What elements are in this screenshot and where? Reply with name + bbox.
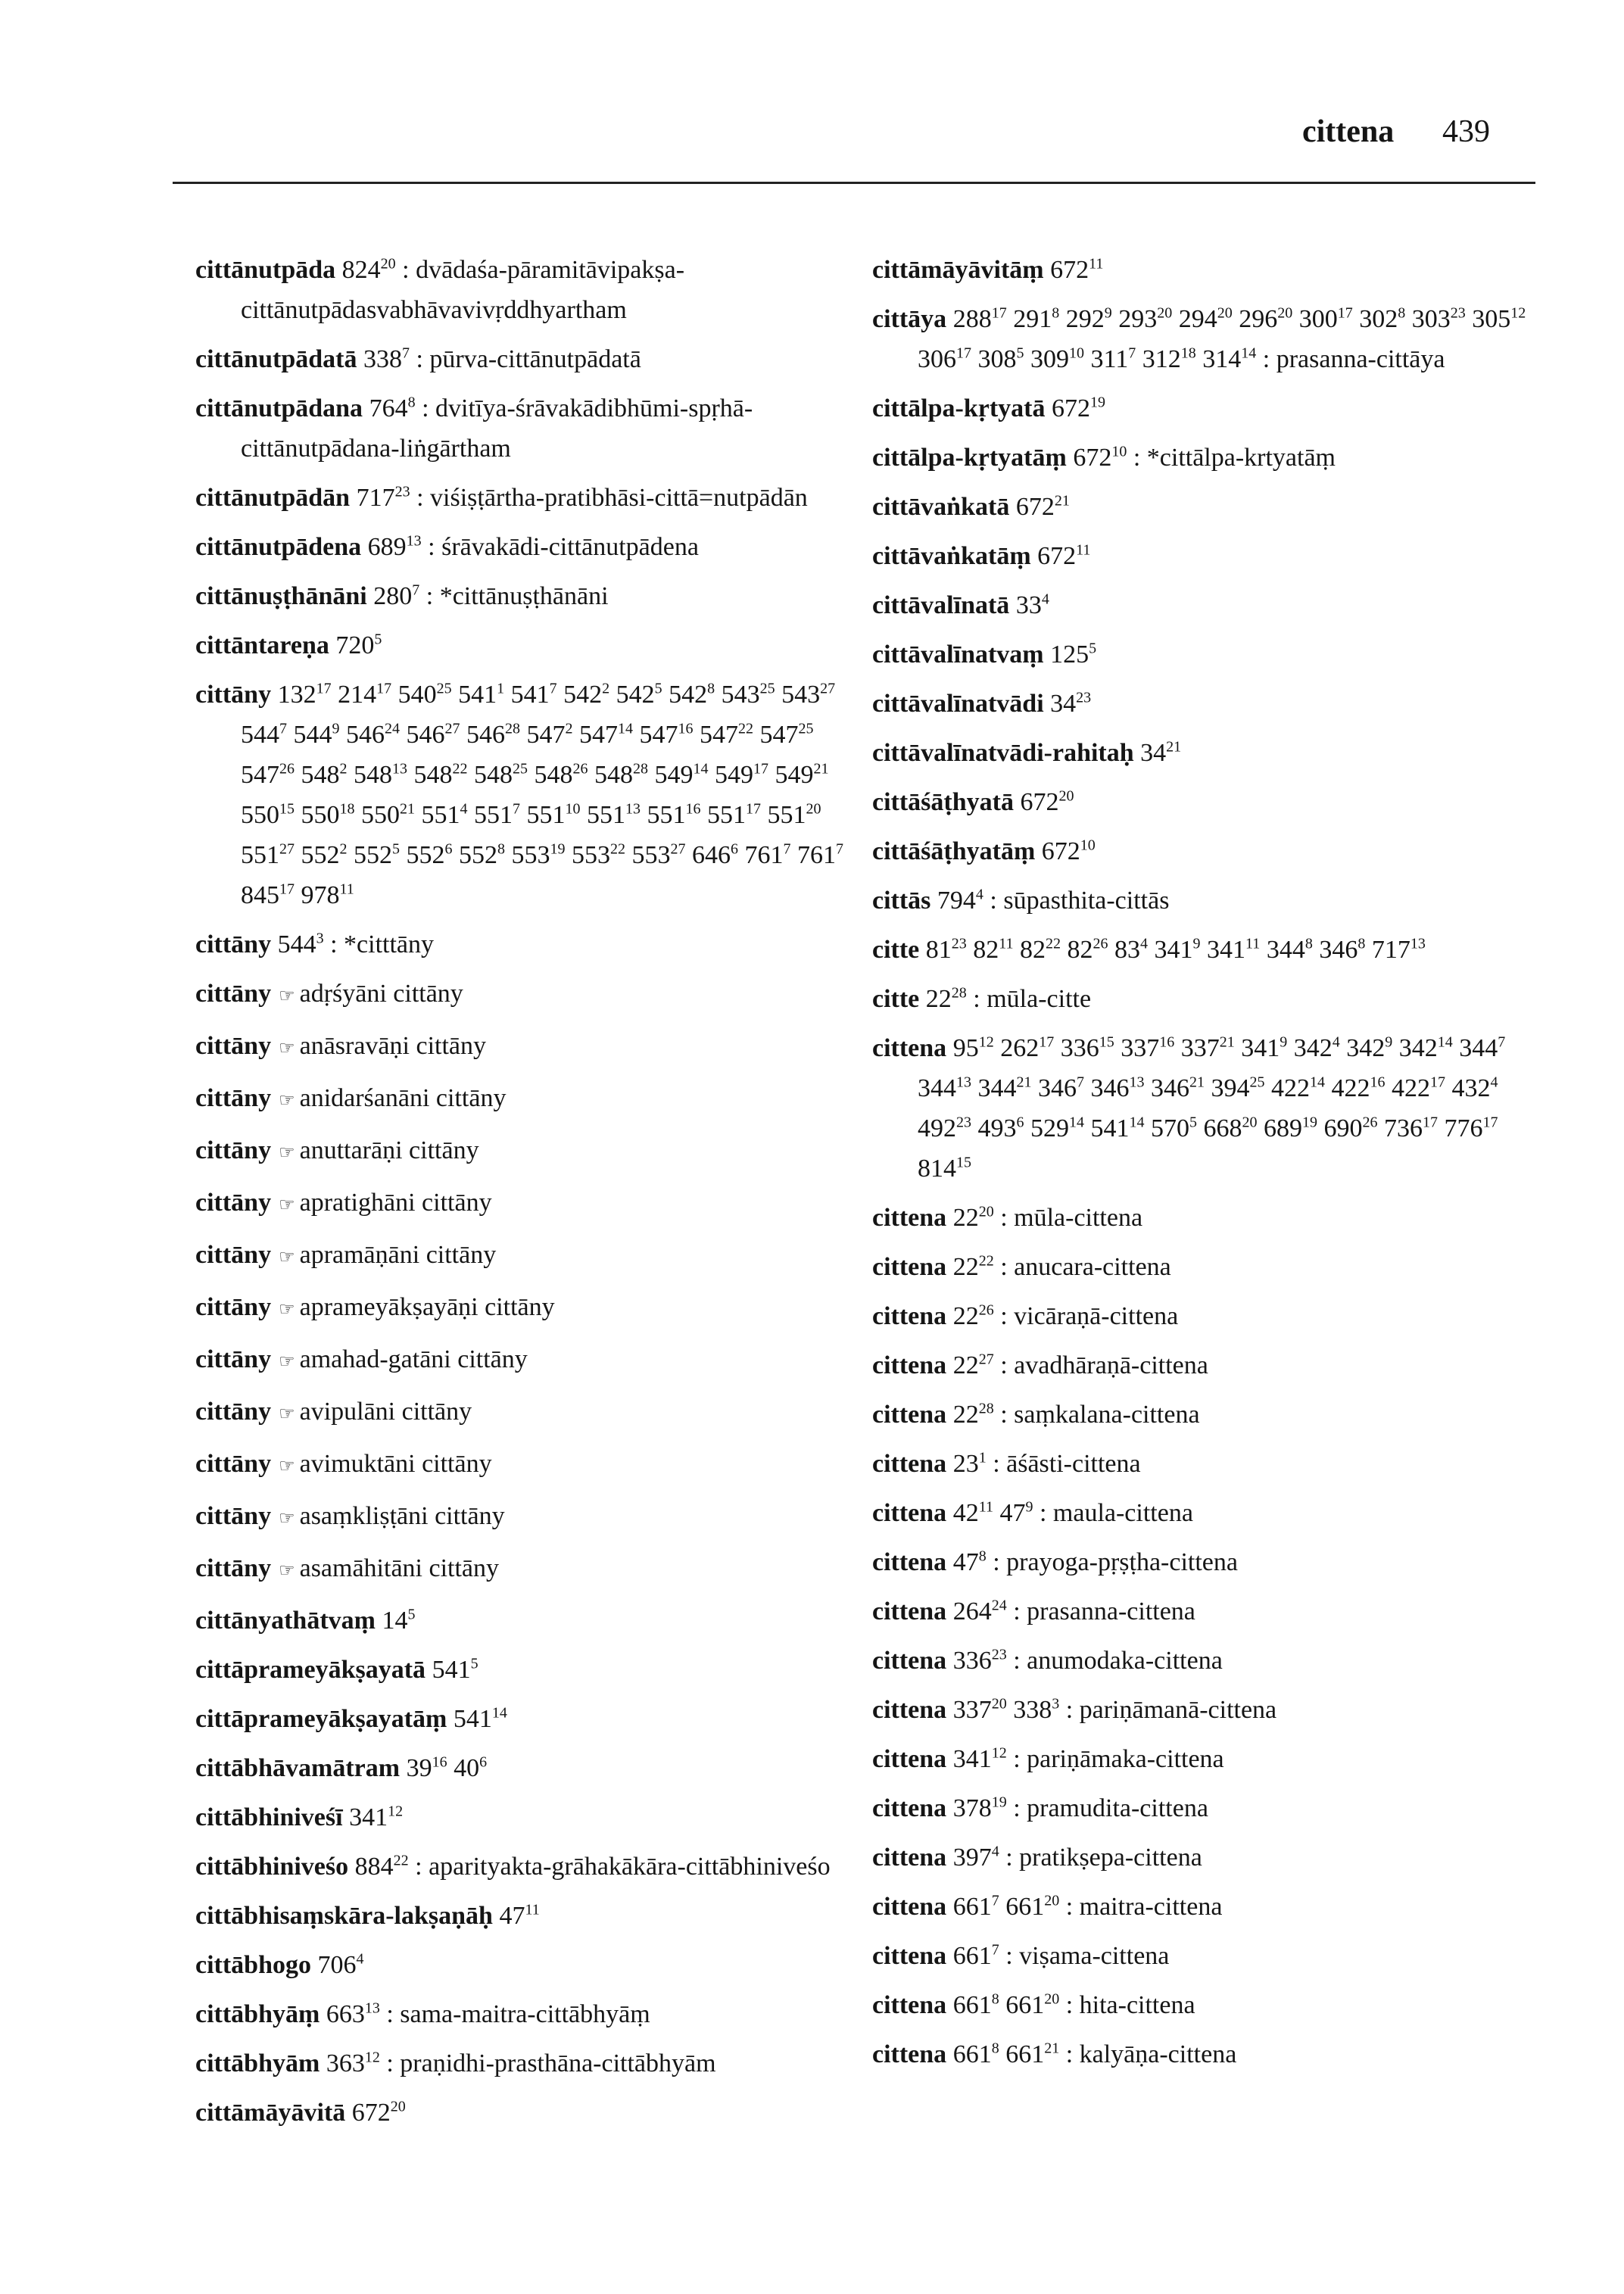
headword: cittābhogo (195, 1951, 311, 1979)
references: $22^{27}$ (952, 1351, 994, 1379)
headword: cittābhiniveśo (195, 1853, 349, 1881)
index-entry (195, 1650, 862, 1690)
references: $541^5$ (432, 1655, 478, 1684)
headword: cittena (872, 1204, 947, 1232)
headword: cittena (872, 1893, 947, 1921)
references: $264^{24}$ (952, 1597, 1007, 1625)
headword: cittāntareṇa (195, 631, 329, 659)
references: $672^{21}$ (1015, 492, 1070, 521)
index-entry: cittena $22^{28}$ : saṃkalana-cittena (872, 1400, 1200, 1429)
headword: cittāvaṅkatā (872, 493, 1010, 521)
gloss: pratikṣepa-cittena (1019, 1844, 1202, 1872)
index-entry: cittena $42^{11}$ $47^9$ : maula-cittena (872, 1498, 1193, 1527)
references: $22^{28}$ (952, 1400, 994, 1429)
gloss: *cittālpa-krtyatāṃ (1146, 444, 1336, 472)
gloss: mūla-citte (987, 985, 1092, 1013)
index-entry (872, 782, 1538, 822)
references: $661^8$ $661^{20}$ (952, 1990, 1060, 2019)
headword: cittāny (195, 1450, 272, 1478)
index-entry: cittābhyāṃ $663^{13}$ : sama-maitra-cittābhyāṃ (195, 1999, 650, 2028)
references: $34^{21}$ (1140, 738, 1182, 767)
index-entry (195, 1444, 862, 1487)
index-entry (872, 250, 1538, 290)
cross-reference: apramāṇāni cittāny (299, 1241, 497, 1269)
pointing-hand-icon: ☞ (279, 1404, 295, 1424)
references: $717^{23}$ (356, 483, 410, 512)
references: $661^8$ $661^{21}$ (952, 2040, 1060, 2068)
cross-reference: aprameyākṣayāṇi cittāny (299, 1293, 555, 1321)
gloss: viśiṣṭārtha-pratibhāsi-cittā=nutpādān (430, 484, 808, 512)
headword: cittāny (195, 1554, 272, 1582)
headword: cittena (872, 2040, 947, 2068)
gloss: aparityakta-grāhakākāra-cittābhiniveśo (429, 1853, 831, 1881)
index-entry: cittena $23^1$ : āśāsti-cittena (872, 1449, 1141, 1478)
references: $764^8$ (369, 394, 416, 422)
cross-reference: avimuktāni cittāny (299, 1450, 492, 1478)
cross-reference: anidarśanāni cittāny (299, 1084, 507, 1112)
index-entry (872, 831, 1538, 871)
headword: cittāvaṅkatāṃ (872, 542, 1031, 570)
headword: cittāny (195, 930, 272, 958)
references: $22^{20}$ (952, 1203, 994, 1232)
cross-reference: asaṃkliṣṭāni cittāny (299, 1502, 505, 1530)
references: $14^5$ (382, 1606, 416, 1635)
references: $661^7$ $661^{20}$ (952, 1892, 1060, 1921)
references: $541^{14}$ (453, 1704, 507, 1733)
headword: cittāny (195, 980, 272, 1008)
gloss: kalyāṇa-cittena (1079, 2040, 1237, 2068)
gloss: pariṇāmaka-cittena (1027, 1745, 1224, 1773)
cross-reference: anāsravāṇi cittāny (299, 1032, 486, 1060)
references: $22^{28}$ (925, 984, 967, 1013)
gloss: āśāsti-cittena (1006, 1450, 1141, 1478)
pointing-hand-icon: ☞ (279, 1195, 295, 1215)
pointing-hand-icon: ☞ (279, 1143, 295, 1163)
headword: cittena (872, 1942, 947, 1970)
references: $397^4$ (952, 1843, 999, 1872)
references: $22^{26}$ (952, 1301, 994, 1330)
headword: cittālpa-kṛtyatāṃ (872, 444, 1067, 472)
index-entry (195, 625, 862, 665)
headword: cittāvalīnatvaṃ (872, 641, 1044, 669)
references: $824^{20}$ (341, 255, 396, 284)
gloss: dvitīya-śrāvakādibhūmi-spṛhā-cittānutpādana-liṅgārtham (241, 394, 753, 463)
references: $884^{22}$ (354, 1852, 409, 1881)
references: $81^{23}$ $82^{11}$ $82^{22}$ $82^{26}$ $83^4$ $341^9$ $341^{11}$ $344^8$ $346^8$ $717^{13}$ (925, 935, 1426, 964)
headword: cittena (872, 1302, 947, 1330)
running-head-word: cittena (1302, 114, 1395, 149)
pointing-hand-icon: ☞ (279, 1248, 295, 1267)
index-entry: cittena $47^8$ : prayoga-pṛṣṭha-cittena (872, 1548, 1238, 1576)
headword: cittāny (195, 1032, 272, 1060)
index-entry: cittena $264^{24}$ : prasanna-cittena (872, 1597, 1195, 1625)
headword: cittena (872, 1548, 947, 1576)
headword: cittāśāṭhyatāṃ (872, 837, 1036, 865)
gloss: prayoga-pṛṣṭha-cittena (1006, 1548, 1238, 1576)
headword: cittāprameyākṣayatā (195, 1656, 426, 1684)
headword: cittena (872, 1696, 947, 1724)
headword: cittānutpādān (195, 484, 351, 512)
headword: cittena (872, 1450, 947, 1478)
index-entry: cittena $661^7$ $661^{20}$ : maitra-cittena (872, 1892, 1223, 1921)
headword: cittena (872, 1991, 947, 2019)
index-entry: citte $22^{28}$ : mūla-citte (872, 984, 1092, 1013)
index-entry: cittena $397^4$ : pratikṣepa-cittena (872, 1843, 1202, 1872)
index-entry: cittena $661^8$ $661^{20}$ : hita-cittena (872, 1990, 1195, 2019)
cross-reference: amahad-gatāni cittāny (299, 1345, 528, 1373)
headword: cittānutpāda (195, 256, 336, 284)
pointing-hand-icon: ☞ (279, 1039, 295, 1058)
page-number: 439 (1442, 114, 1490, 149)
references: $39^{16}$ $40^6$ (406, 1753, 488, 1782)
headword: cittānutpādena (195, 533, 362, 561)
references: $23^1$ (952, 1449, 987, 1478)
gloss: maula-cittena (1052, 1499, 1193, 1527)
references: $689^{13}$ (367, 532, 422, 561)
index-entry: cittena $336^{23}$ : anumodaka-cittena (872, 1646, 1223, 1675)
headword: cittena (872, 1745, 947, 1773)
pointing-hand-icon: ☞ (279, 986, 295, 1006)
gloss: maitra-cittena (1079, 1893, 1223, 1921)
references: $720^5$ (335, 631, 382, 659)
references: $33^4$ (1015, 591, 1049, 619)
index-entry: cittena $337^{20}$ $338^3$ : pariṇāmanā-cittena (872, 1695, 1277, 1724)
pointing-hand-icon: ☞ (279, 1352, 295, 1372)
index-entry (195, 1601, 862, 1641)
index-entry: cittena $661^8$ $661^{21}$ : kalyāṇa-cittena (872, 2040, 1237, 2068)
index-entry (195, 1235, 862, 1278)
headword: cittānyathātvaṃ (195, 1607, 376, 1635)
headword: cittāny (195, 1189, 272, 1217)
index-entry (872, 536, 1538, 576)
gloss: praṇidhi-prasthāna-cittābhyām (400, 2049, 716, 2077)
headword: cittāśāṭhyatā (872, 788, 1014, 816)
pointing-hand-icon: ☞ (279, 1300, 295, 1320)
gloss: mūla-cittena (1014, 1204, 1143, 1232)
headword: cittāny (195, 1293, 272, 1321)
index-entry: cittāny $544^3$ : *citttāny (195, 930, 435, 958)
pointing-hand-icon: ☞ (279, 1509, 295, 1529)
gloss: *cittānuṣṭhānāni (439, 582, 609, 610)
references: $672^{11}$ (1050, 255, 1104, 284)
references: $663^{13}$ (326, 1999, 380, 2028)
references: $672^{20}$ (1020, 787, 1074, 816)
gloss: avadhāraṇā-cittena (1014, 1351, 1208, 1379)
references: $378^{19}$ (952, 1794, 1007, 1822)
index-entry (195, 675, 862, 915)
gloss: śrāvakādi-cittānutpādena (441, 533, 699, 561)
index-entry (195, 1183, 862, 1226)
index-entry (195, 1496, 862, 1539)
headword: cittābhāvamātram (195, 1754, 401, 1782)
cross-reference: adṛśyāni cittāny (299, 980, 463, 1008)
references: $34^{23}$ (1050, 689, 1092, 718)
index-entry (195, 974, 862, 1017)
index-entry: cittālpa-kṛtyatāṃ $672^{10}$ : *cittālpa-krtyatāṃ (872, 443, 1336, 472)
gloss: *citttāny (344, 930, 435, 958)
index-entry (872, 1028, 1538, 1189)
headword: cittānutpādana (195, 394, 363, 422)
cross-reference: anuttarāṇi cittāny (299, 1136, 479, 1164)
references: $672^{10}$ (1041, 837, 1096, 865)
headword: cittābhiniveśī (195, 1803, 343, 1831)
gloss: anucara-cittena (1014, 1253, 1171, 1281)
references: $341^{12}$ (952, 1744, 1007, 1773)
references: $672^{11}$ (1037, 541, 1091, 570)
references: $706^4$ (317, 1950, 364, 1979)
index-entry: cittena $22^{27}$ : avadhāraṇā-cittena (872, 1351, 1208, 1379)
index-entry (872, 684, 1538, 724)
gloss: hita-cittena (1079, 1991, 1195, 2019)
index-entry (195, 1287, 862, 1330)
index-entry (195, 1078, 862, 1121)
headword: cittāvalīnatvādi-rahitaḥ (872, 739, 1134, 767)
gloss: viṣama-cittena (1019, 1942, 1170, 1970)
pointing-hand-icon: ☞ (279, 1457, 295, 1476)
gloss: saṃkalana-cittena (1014, 1401, 1200, 1429)
headword: cittena (872, 1844, 947, 1872)
headword: cittāny (195, 1398, 272, 1426)
headword: cittāny (195, 1136, 272, 1164)
index-entry (195, 1392, 862, 1435)
index-entry: cittena $22^{22}$ : anucara-cittena (872, 1252, 1171, 1281)
pointing-hand-icon: ☞ (279, 1561, 295, 1581)
references: $672^{19}$ (1052, 394, 1106, 422)
headword: cittena (872, 1647, 947, 1675)
headword: cittābhisaṃskāra-lakṣaṇāḥ (195, 1902, 493, 1930)
index-entry (872, 634, 1538, 675)
headword: cittāprameyākṣayatāṃ (195, 1705, 447, 1733)
headword: cittānutpādatā (195, 345, 357, 373)
index-entry (195, 1945, 862, 1985)
headword: cittāny (195, 681, 272, 709)
index-entry (872, 733, 1538, 773)
right-column (872, 250, 1538, 2084)
references: $338^7$ (363, 344, 410, 373)
references: $363^{12}$ (326, 2049, 380, 2077)
headword: citte (872, 985, 920, 1013)
references: $672^{10}$ (1073, 443, 1127, 472)
index-entry: cittānuṣṭhānāni $280^7$ : *cittānuṣṭhānāni (195, 581, 609, 610)
headword: cittena (872, 1499, 947, 1527)
references: $132^{17}$ $214^{17}$ $540^{25}$ $541^1$ $541^7$ $542^2$ $542^5$ $542^8$ $543^{25}$ $543^{27}$ $544^7$ $544^9$ $546^{24}$ $546^{27}$ $546^{28}$ $547^2$ $547^{14}$ $547^{16}$ $547^{22}$ $547^{25}$ $547^{26}$ $548^2$ $548^{13}$ $548^{22}$ $548^{25}$ $548^{26}$ $548^{28}$ $549^{14}$ $549^{17}$ $549^{21}$ $550^{15}$ $550^{18}$ $550^{21}$ $551^4$ $551^7$ $551^{10}$ $551^{13}$ $551^{16}$ $551^{17}$ $551^{20}$ $551^{27}$ $552^2$ $552^5$ $552^6$ $552^8$ $553^{19}$ $553^{22}$ $553^{27}$ $646^6$ $761^7$ $761^7$ $845^{17}$ $978^{11}$ (241, 680, 843, 909)
index-entry (195, 1130, 862, 1173)
headword: cittena (872, 1034, 947, 1062)
cross-reference: avipulāni cittāny (299, 1398, 472, 1426)
index-entry (872, 930, 1538, 970)
index-entry: cittānutpādana $764^8$ : dvitīya-śrāvakādibhūmi-spṛhā-cittānutpādana-liṅgārtham (195, 394, 753, 463)
index-entry: cittānutpādatā $338^7$ : pūrva-cittānutpādatā (195, 344, 641, 373)
header-rule (173, 182, 1535, 184)
index-entry (195, 2093, 862, 2133)
references: $794^4$ (937, 886, 983, 915)
references: $672^{20}$ (351, 2098, 406, 2127)
headword: cittās (872, 887, 931, 915)
headword: cittālpa-kṛtyatā (872, 394, 1046, 422)
gloss: sūpasthita-cittās (1003, 887, 1170, 915)
headword: cittānuṣṭhānāni (195, 582, 367, 610)
gloss: vicāraṇā-cittena (1014, 1302, 1179, 1330)
left-column (195, 250, 862, 2142)
headword: cittāvalīnatā (872, 591, 1010, 619)
headword: cittābhyāṃ (195, 2000, 320, 2028)
headword: cittāny (195, 1502, 272, 1530)
headword: cittāvalīnatvādi (872, 690, 1044, 718)
headword: citte (872, 936, 920, 964)
index-entry (872, 585, 1538, 625)
index-entry: cittānutpādena $689^{13}$ : śrāvakādi-cittānutpādena (195, 532, 699, 561)
index-entry (872, 487, 1538, 527)
index-entry: cittābhyām $363^{12}$ : praṇidhi-prasthāna-cittābhyām (195, 2049, 716, 2077)
cross-reference: apratighāni cittāny (299, 1189, 492, 1217)
index-entry (195, 1797, 862, 1837)
gloss: dvādaśa-pāramitāvipakṣa-cittānutpādasvabhāvavivṛddhyartham (241, 256, 685, 324)
index-entry (195, 1896, 862, 1936)
gloss: prasanna-cittāya (1276, 345, 1445, 373)
headword: cittena (872, 1351, 947, 1379)
index-entry: cittānutpāda $824^{20}$ : dvādaśa-pāramitāvipakṣa-cittānutpādasvabhāvavivṛddhyartham (195, 255, 685, 324)
references: $95^{12}$ $262^{17}$ $336^{15}$ $337^{16}$ $337^{21}$ $341^9$ $342^4$ $342^9$ $342^{14}$ $344^7$ $344^{13}$ $344^{21}$ $346^7$ $346^{13}$ $346^{21}$ $394^{25}$ $422^{14}$ $422^{16}$ $422^{17}$ $432^4$ $492^{23}$ $493^6$ $529^{14}$ $541^{14}$ $570^5$ $668^{20}$ $689^{19}$ $690^{26}$ $736^{17}$ $776^{17}$ $814^{15}$ (918, 1033, 1506, 1183)
gloss: pariṇāmanā-cittena (1079, 1696, 1277, 1724)
headword: cittābhyām (195, 2049, 320, 2077)
headword: cittena (872, 1401, 947, 1429)
index-entry (195, 1748, 862, 1788)
index-entry: cittena $661^7$ : viṣama-cittena (872, 1941, 1170, 1970)
headword: cittāya (872, 305, 947, 333)
index-entry (195, 1548, 862, 1591)
headword: cittāmāyāvitāṃ (872, 256, 1044, 284)
headword: cittena (872, 1597, 947, 1625)
headword: cittāny (195, 1241, 272, 1269)
headword: cittena (872, 1253, 947, 1281)
references: $47^{11}$ (499, 1901, 540, 1930)
gloss: pramudita-cittena (1027, 1794, 1208, 1822)
references: $280^7$ (373, 581, 420, 610)
index-entry: cittāya $288^{17}$ $291^8$ $292^9$ $293^{20}$ $294^{20}$ $296^{20}$ $300^{17}$ $302^8$ $303^{23}$ $305^{12}$ $306^{17}$ $308^5$ $309^{10}$ $311^7$ $312^{18}$ $314^{14}$ : prasanna-cittāya (872, 304, 1526, 373)
index-entry: cittābhiniveśo $884^{22}$ : aparityakta-grāhakākāra-cittābhiniveśo (195, 1852, 831, 1881)
gloss: sama-maitra-cittābhyāṃ (400, 2000, 650, 2028)
index-entry: cittena $341^{12}$ : pariṇāmaka-cittena (872, 1744, 1224, 1773)
index-entry: cittānutpādān $717^{23}$ : viśiṣṭārtha-pratibhāsi-cittā=nutpādān (195, 483, 808, 512)
references: $288^{17}$ $291^8$ $292^9$ $293^{20}$ $294^{20}$ $296^{20}$ $300^{17}$ $302^8$ $303^{23}$ $305^{12}$ $306^{17}$ $308^5$ $309^{10}$ $311^7$ $312^{18}$ $314^{14}$ (918, 304, 1526, 373)
headword: cittāny (195, 1345, 272, 1373)
gloss: prasanna-cittena (1027, 1597, 1195, 1625)
index-entry (195, 1699, 862, 1739)
index-entry: cittās $794^4$ : sūpasthita-cittās (872, 886, 1170, 915)
references: $125^5$ (1050, 640, 1097, 669)
references: $336^{23}$ (952, 1646, 1007, 1675)
index-entry: cittena $22^{26}$ : vicāraṇā-cittena (872, 1301, 1179, 1330)
headword: cittāmāyāvitā (195, 2099, 346, 2127)
index-entry (195, 1339, 862, 1382)
gloss: pūrva-cittānutpādatā (429, 345, 641, 373)
index-entry: cittena $22^{20}$ : mūla-cittena (872, 1203, 1143, 1232)
references: $42^{11}$ $47^9$ (952, 1498, 1033, 1527)
headword: cittena (872, 1794, 947, 1822)
index-entry (872, 388, 1538, 429)
references: $341^{12}$ (349, 1803, 404, 1831)
references: $337^{20}$ $338^3$ (952, 1695, 1060, 1724)
references: $544^3$ (277, 930, 324, 958)
references: $22^{22}$ (952, 1252, 994, 1281)
pointing-hand-icon: ☞ (279, 1091, 295, 1111)
headword: cittāny (195, 1084, 272, 1112)
references: $661^7$ (952, 1941, 999, 1970)
index-entry: cittena $378^{19}$ : pramudita-cittena (872, 1794, 1208, 1822)
gloss: anumodaka-cittena (1027, 1647, 1223, 1675)
references: $47^8$ (952, 1548, 987, 1576)
index-entry (195, 1026, 862, 1069)
cross-reference: asamāhitāni cittāny (299, 1554, 500, 1582)
